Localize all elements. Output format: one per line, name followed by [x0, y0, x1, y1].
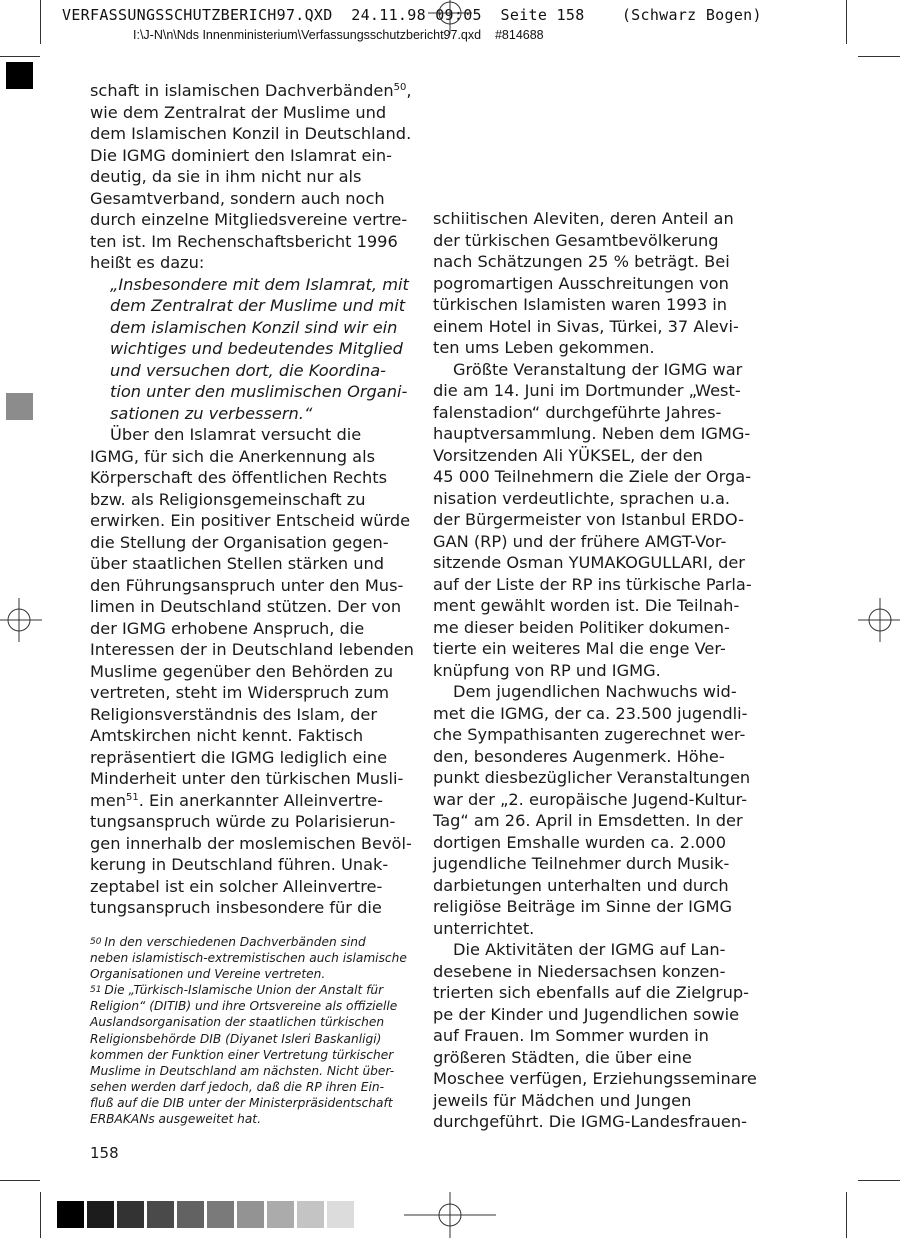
footnote-text: sehen werden darf jedoch, daß die RP ihren Ein- — [90, 1079, 384, 1094]
text-segment: dem Islamischen Konzil in Deutschland. — [90, 124, 412, 143]
footnote-text: Religion“ (DITIB) und ihre Ortsvereine als offizielle — [90, 999, 398, 1014]
text-line — [90, 618, 414, 640]
text-segment: wichtiges und bedeutendes Mitglied — [110, 339, 403, 358]
text-line — [90, 553, 414, 575]
text-line — [433, 316, 757, 338]
text-segment: religiöse Beiträge im Sinne der IGMG — [433, 897, 733, 916]
text-segment: war der „2. europäische Jugend-Kultur- — [433, 789, 748, 809]
crop-mark — [858, 56, 900, 57]
text-line — [433, 681, 757, 703]
text-line — [433, 273, 757, 295]
registration-square — [6, 62, 33, 89]
text-segment: dortigen Emshalle wurden ca. 2.000 — [433, 832, 726, 852]
text-segment: auf der Liste der RP ins türkische Parla- — [433, 574, 752, 594]
gray-marker-square — [6, 393, 33, 420]
text-line — [433, 617, 757, 639]
text-line — [90, 123, 414, 145]
text-segment: zeptabel ist ein solcher Alleinvertre- — [90, 876, 383, 896]
text-segment: met die IGMG, der ca. 23.500 jugendli- — [433, 703, 748, 723]
text-segment: trierten sich ebenfalls auf die Zielgrup- — [433, 983, 749, 1002]
text-segment: 45 000 Teilnehmern die Ziele der Orga- — [433, 467, 752, 486]
crop-mark — [0, 56, 40, 57]
text-line — [433, 638, 757, 660]
text-segment: ten ums Leben gekommen. — [433, 338, 655, 357]
text-segment: schiitischen Aleviten, deren Anteil an — [433, 209, 734, 228]
registration-target-icon — [404, 1192, 496, 1238]
text-segment: Tag“ am 26. April in Emsdetten. In der — [433, 811, 743, 830]
text-line — [90, 166, 414, 188]
text-segment: men — [90, 790, 126, 810]
text-line — [90, 897, 414, 919]
text-line — [433, 402, 757, 424]
text-segment: dem Zentralrat der Muslime und mit — [110, 296, 406, 315]
text-segment: Die Aktivitäten der IGMG auf Lan- — [453, 940, 726, 959]
gray-swatch — [207, 1201, 234, 1228]
text-line — [90, 768, 414, 790]
text-line — [433, 445, 757, 467]
text-segment: unterrichtet. — [433, 918, 535, 938]
text-segment: den Führungsanspruch unter den Mus- — [90, 575, 404, 595]
text-line — [433, 939, 757, 961]
gray-swatch — [177, 1201, 204, 1228]
text-line — [90, 188, 414, 210]
text-segment: darbietungen unterhalten und durch — [433, 875, 729, 895]
text-line — [433, 875, 757, 897]
footnote-line — [90, 1047, 407, 1063]
footnote-text: kommen der Funktion einer Vertretung türkischer — [90, 1047, 394, 1062]
text-segment: punkt diesbezüglicher Veranstaltungen — [433, 768, 751, 787]
footnote-line — [90, 998, 407, 1014]
right-text-column — [433, 208, 757, 1133]
file-path-line: I:\J-N\n\Nds Innenministerium\Verfassungsschutzbericht97.qxd #814688 — [133, 28, 544, 42]
text-line — [433, 810, 757, 832]
footnote-line — [90, 966, 407, 982]
text-segment: Religionsverständnis des Islam, der — [90, 704, 377, 724]
text-segment: deutig, da sie in ihm nicht nur als — [90, 167, 362, 186]
text-segment: Körperschaft des öffentlichen Rechts — [90, 468, 388, 487]
text-line — [433, 294, 757, 316]
text-segment: den, besonderes Augenmerk. Höhe- — [433, 746, 725, 766]
text-segment: Größte Veranstaltung der IGMG war — [453, 359, 743, 379]
text-segment: che Sympathisanten zugerechnet wer- — [433, 725, 746, 744]
text-line — [433, 359, 757, 381]
file-slug-line: VERFASSUNGSSCHUTZBERICH97.QXD 24.11.98 09:05 Seite 158 (Schwarz Bogen) — [62, 6, 762, 24]
text-line — [90, 424, 414, 446]
text-line — [90, 639, 414, 661]
text-line — [90, 489, 414, 511]
text-segment: schaft in islamischen Dachverbänden — [90, 81, 394, 100]
footnote-text: Die „Türkisch-Islamische Union der Anstalt für — [104, 983, 384, 998]
page-number: 158 — [90, 1144, 119, 1162]
footnote-line — [90, 1095, 407, 1111]
text-segment: jeweils für Mädchen und Jungen — [433, 1090, 692, 1110]
text-line — [90, 467, 414, 489]
text-segment: der Bürgermeister von Istanbul ERDO- — [433, 510, 744, 529]
text-line — [433, 724, 757, 746]
text-segment: durchgeführt. Die IGMG-Landesfrauen- — [433, 1112, 747, 1131]
text-segment: sitzende Osman YUMAKOGULLARI, der — [433, 553, 745, 572]
text-segment: nisation verdeutlichte, sprachen u.a. — [433, 488, 731, 508]
text-line — [90, 338, 414, 360]
footnotes — [90, 934, 407, 1127]
crop-mark — [0, 1180, 40, 1181]
text-line — [433, 896, 757, 918]
text-segment: über staatlichen Stellen stärken und — [90, 554, 385, 573]
text-segment: IGMG, für sich die Anerkennung als — [90, 446, 376, 466]
text-line — [90, 381, 414, 403]
text-segment: falenstadion“ durchgeführte Jahres- — [433, 402, 722, 422]
text-line — [90, 596, 414, 618]
text-segment: desebene in Niedersachsen konzen- — [433, 961, 726, 981]
text-line — [90, 295, 414, 317]
text-line — [90, 274, 414, 296]
registration-target-icon — [858, 598, 900, 642]
text-segment: kerung in Deutschland führen. Unak- — [90, 855, 389, 874]
footnote-text: Religionsbehörde DIB (Diyanet Isleri Baskanligi) — [90, 1031, 382, 1046]
footnote-text: In den verschiedenen Dachverbänden sind — [104, 935, 366, 949]
text-line — [90, 231, 414, 253]
text-line — [433, 703, 757, 725]
footnote-line — [90, 1014, 407, 1030]
text-line — [433, 767, 757, 789]
text-segment: tungsanspruch würde zu Polarisierun- — [90, 812, 396, 831]
crop-mark — [40, 0, 41, 44]
text-segment: . Ein anerkannter Alleinvertre- — [138, 790, 384, 810]
text-line — [433, 1025, 757, 1047]
crop-mark — [846, 1192, 847, 1238]
text-line — [433, 1004, 757, 1026]
text-line — [433, 832, 757, 854]
text-segment: pogromartigen Ausschreitungen von — [433, 273, 729, 293]
text-line — [433, 660, 757, 682]
text-line — [90, 360, 414, 382]
text-segment: auf Frauen. Im Sommer wurden in — [433, 1026, 709, 1045]
text-segment: sationen zu verbessern.“ — [110, 403, 313, 423]
text-line — [90, 80, 414, 102]
text-segment: Dem jugendlichen Nachwuchs wid- — [453, 682, 737, 701]
text-line — [433, 961, 757, 983]
text-segment: Amtskirchen nicht kennt. Faktisch — [90, 726, 364, 745]
footnote-text: neben islamistisch-extremistischen auch islamische — [90, 951, 407, 966]
text-segment: pe der Kinder und Jugendlichen sowie — [433, 1004, 740, 1024]
text-line — [433, 1111, 757, 1133]
crop-mark — [846, 0, 847, 44]
text-segment: , — [406, 81, 412, 100]
footnote-line — [90, 1111, 407, 1127]
text-segment: dem islamischen Konzil sind wir ein — [110, 317, 398, 337]
text-segment: limen in Deutschland stützen. Der von — [90, 597, 402, 616]
gray-swatch — [327, 1201, 354, 1228]
text-segment: hauptversammlung. Neben dem IGMG- — [433, 424, 751, 443]
text-segment: die am 14. Juni im Dortmunder „West- — [433, 381, 741, 400]
text-line — [90, 682, 414, 704]
text-line — [90, 575, 414, 597]
text-line — [433, 488, 757, 510]
footnote-line — [90, 1079, 407, 1095]
text-line — [433, 380, 757, 402]
text-line — [433, 251, 757, 273]
footnote-text: Organisationen und Vereine vertreten. — [90, 967, 326, 982]
text-segment: me dieser beiden Politiker dokumen- — [433, 617, 730, 637]
text-segment: knüpfung von RP und IGMG. — [433, 660, 661, 680]
text-segment: einem Hotel in Sivas, Türkei, 37 Alevi- — [433, 316, 739, 336]
gray-swatch — [87, 1201, 114, 1228]
text-line — [433, 1068, 757, 1090]
text-line — [90, 209, 414, 231]
text-line — [90, 811, 414, 833]
text-line — [90, 854, 414, 876]
text-segment: bzw. als Religionsgemeinschaft zu — [90, 489, 366, 509]
text-segment: der IGMG erhobene Anspruch, die — [90, 618, 365, 638]
text-line — [90, 725, 414, 747]
footnote-text: fluß auf die DIB unter der Ministerpräsidentschaft — [90, 1095, 393, 1110]
text-line — [90, 252, 414, 274]
text-segment: größeren Städten, die über eine — [433, 1047, 692, 1067]
text-line — [90, 532, 414, 554]
text-line — [433, 337, 757, 359]
text-line — [433, 595, 757, 617]
text-line — [90, 704, 414, 726]
text-segment: Interessen der in Deutschland lebenden — [90, 640, 414, 659]
text-line — [90, 790, 414, 812]
text-segment: gen innerhalb der moslemischen Bevöl- — [90, 833, 412, 853]
text-line — [433, 552, 757, 574]
footnote-text: Auslandsorganisation der staatlichen türkischen — [90, 1015, 385, 1030]
text-segment: türkischen Islamisten waren 1993 in — [433, 295, 728, 314]
crop-mark — [858, 1180, 900, 1181]
text-segment: Über den Islamrat versucht die — [110, 425, 362, 444]
text-line — [90, 510, 414, 532]
text-segment: jugendliche Teilnehmer durch Musik- — [433, 854, 730, 873]
text-line — [90, 317, 414, 339]
text-line — [433, 1047, 757, 1069]
text-segment: repräsentiert die IGMG lediglich eine — [90, 747, 388, 767]
text-line — [90, 876, 414, 898]
gray-swatch — [297, 1201, 324, 1228]
text-segment: heißt es dazu: — [90, 253, 205, 272]
text-segment: Die IGMG dominiert den Islamrat ein- — [90, 145, 393, 165]
text-segment: Gesamtverband, sondern auch noch — [90, 188, 385, 208]
text-line — [433, 574, 757, 596]
text-line — [90, 446, 414, 468]
footnote-text: Muslime in Deutschland am nächsten. Nicht über- — [90, 1063, 395, 1078]
text-line — [433, 1090, 757, 1112]
text-line — [90, 403, 414, 425]
footnote-reference: 51 — [126, 791, 139, 803]
text-segment: tion unter den muslimischen Organi- — [110, 382, 408, 401]
text-line — [433, 208, 757, 230]
text-line — [433, 746, 757, 768]
text-line — [433, 509, 757, 531]
crop-mark — [40, 1192, 41, 1238]
gray-swatch — [117, 1201, 144, 1228]
gray-swatch — [267, 1201, 294, 1228]
text-segment: die Stellung der Organisation gegen- — [90, 532, 389, 552]
footnote-line — [90, 1031, 407, 1047]
text-segment: „Insbesondere mit dem Islamrat, mit — [110, 274, 409, 294]
registration-target-icon — [0, 598, 42, 642]
text-segment: nach Schätzungen 25 % beträgt. Bei — [433, 252, 730, 271]
text-segment: Moschee verfügen, Erziehungsseminare — [433, 1069, 757, 1088]
footnote-reference: 50 — [393, 82, 407, 93]
text-line — [90, 145, 414, 167]
text-line — [433, 982, 757, 1004]
text-line — [433, 423, 757, 445]
text-segment: Vorsitzenden Ali YÜKSEL, der den — [433, 445, 703, 465]
footnote-number: 51 — [90, 985, 105, 996]
text-segment: ment gewählt worden ist. Die Teilnah- — [433, 596, 740, 615]
text-line — [433, 531, 757, 553]
text-segment: wie dem Zentralrat der Muslime und — [90, 102, 387, 122]
text-segment: vertreten, steht im Widerspruch zum — [90, 683, 390, 702]
text-line — [433, 853, 757, 875]
text-line — [433, 789, 757, 811]
text-segment: Minderheit unter den türkischen Musli- — [90, 769, 404, 788]
text-segment: ten ist. Im Rechenschaftsbericht 1996 — [90, 231, 398, 251]
text-segment: der türkischen Gesamtbevölkerung — [433, 230, 719, 250]
left-text-column — [90, 80, 414, 919]
gray-swatch — [147, 1201, 174, 1228]
text-line — [90, 102, 414, 124]
text-segment: tungsanspruch insbesondere für die — [90, 898, 382, 917]
footnote-line — [90, 982, 407, 998]
text-segment: durch einzelne Mitgliedsvereine vertre- — [90, 210, 408, 229]
text-segment: erwirken. Ein positiver Entscheid würde — [90, 511, 411, 530]
footnote-number: 50 — [90, 937, 105, 947]
gray-swatch — [237, 1201, 264, 1228]
text-line — [433, 918, 757, 940]
text-line — [90, 661, 414, 683]
text-segment: GAN (RP) und der frühere AMGT-Vor- — [433, 531, 727, 551]
gray-swatch — [57, 1201, 84, 1228]
text-segment: und versuchen dort, die Koordina- — [110, 360, 386, 380]
footnote-line — [90, 1063, 407, 1079]
text-line — [90, 833, 414, 855]
text-segment: tierte ein weiteres Mal die enge Ver- — [433, 639, 726, 658]
registration-target-icon — [428, 0, 472, 34]
text-line — [90, 747, 414, 769]
footnote-text: ERBAKANs ausgeweitet hat. — [90, 1112, 261, 1127]
text-line — [433, 466, 757, 488]
footnote-line — [90, 950, 407, 966]
text-line — [433, 230, 757, 252]
footnote-line — [90, 934, 407, 950]
text-segment: Muslime gegenüber den Behörden zu — [90, 661, 394, 681]
